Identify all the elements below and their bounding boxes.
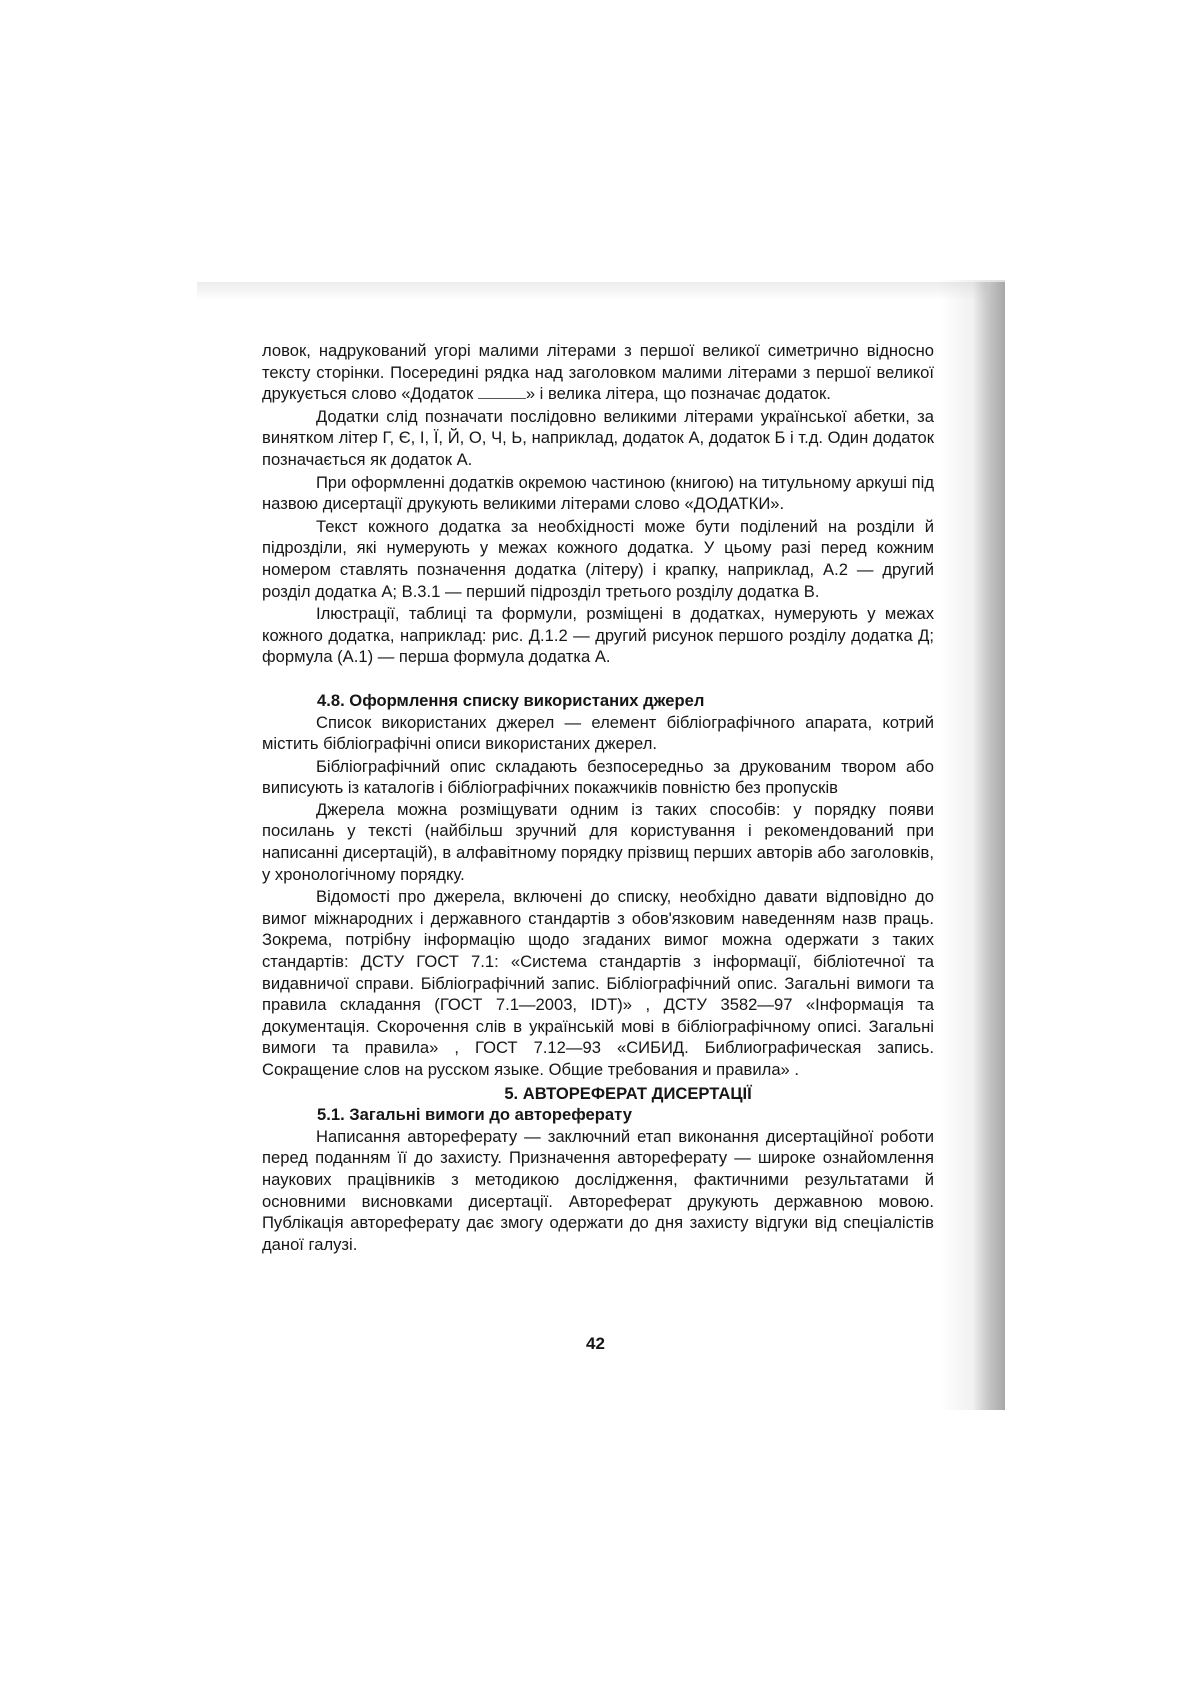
paragraph-appendix-separate-book: При оформленні додатків окремою частиною (книгою) на титульному аркуші під назвою дисертації друкують великими літерами слово «ДОДАТКИ». bbox=[262, 472, 934, 514]
paragraph-sources-definition: Список використаних джерел — елемент бібліографічного апарата, котрий містить бібліографічні описи використаних джерел. bbox=[262, 712, 934, 754]
paragraph-appendix-heading-rules bbox=[262, 340, 934, 405]
section-heading-5-1: 5.1. Загальні вимоги до автореферату bbox=[317, 1105, 632, 1125]
blank-underline bbox=[478, 384, 526, 399]
scan-binding-shadow bbox=[973, 282, 1005, 1410]
page-body bbox=[262, 340, 934, 1255]
paragraph-appendix-illustrations: Ілюстрації, таблиці та формули, розміщені в додатках, нумерують у межах кожного додатка, наприклад: рис. Д.1.2 — другий рисунок першого розділу додатка Д; формула (А.1) — перша формула додатка А. bbox=[262, 604, 934, 667]
paragraph-standards: Відомості про джерела, включені до списку, необхідно давати відповідно до вимог міжнародних і державного стандартів з обов'язковим наведенням назв праць. Зокрема, потрібну інформацію щодо згаданих вимог можна одержати з таких стандартів: ДСТУ ГОСТ 7.1: «Система стандартів з інформації, бібліотечної та видавничої справи. Бібліографічний запис. Бібліографічний опис. Загальні вимоги та правила складання (ГОСТ 7.1—2003, IDT)» , ДСТУ 3582—97 «Інформація та документація. Скорочення слів в українській мові в бібліографічному описі. Загальні вимоги та правила» , ГОСТ 7.12—93 «СИБИД. Библиографическая запись. Сокращение слов на русском языке. Общие требования и правила» . bbox=[262, 887, 934, 1079]
paragraph-sources-order: Джерела можна розміщувати одним із таких способів: у порядку появи посилань у тексті (найбільш зручний для користування і рекомендований при написанні дисертацій), в алфавітному порядку прізвищ перших авторів або заголовків, у хронологічному порядку. bbox=[262, 799, 934, 884]
paragraph-bibliographic-description: Бібліографічний опис складають безпосередньо за друкованим твором або виписують із каталогів і бібліографічних покажчиків повністю без пропусків bbox=[262, 756, 934, 798]
paragraph-appendix-letters: Додатки слід позначати послідовно великими літерами української абетки, за винятком літер Г, Є, І, Ї, Й, О, Ч, Ь, наприклад, додаток А, додаток Б і т.д. Один додаток позначається як додаток А. bbox=[262, 406, 934, 469]
page-number: 42 bbox=[586, 1334, 605, 1353]
scan-top-shadow bbox=[197, 282, 987, 300]
section-heading-4-8: 4.8. Оформлення списку використаних джерел bbox=[317, 690, 705, 710]
paragraph-text: » і велика літера, що позначає додаток. bbox=[525, 384, 831, 404]
paragraph-appendix-sections: Текст кожного додатка за необхідності може бути поділений на розділи й підрозділи, які нумерують у межах кожного додатка. У цьому разі перед кожним номером ставлять позначення додатка (літеру) і крапку, наприклад, А.2 — другий розділ додатка А; В.3.1 — перший підрозділ третього розділу додатка В. bbox=[262, 516, 934, 601]
section-title-5: 5. АВТОРЕФЕРАТ ДИСЕРТАЦІЇ bbox=[504, 1083, 752, 1103]
paragraph-abstract-purpose: Написання автореферату — заключний етап виконання дисертаційної роботи перед поданням її до захисту. Призначення автореферату — широке ознайомлення наукових працівників з методикою дослідження, фактичними результатами й основними висновками дисертації. Автореферат друкують державною мовою. Публікація автореферату дає змогу одержати до дня захисту відгуки від спеціалістів даної галузі. bbox=[262, 1126, 934, 1254]
paragraph-text: ловок, надрукований угорі малими літерами з першої великої симетрично відносно тексту сторінки. Посередині рядка над заголовком малими літерами з першої великої друкується слово «Додаток bbox=[262, 341, 934, 404]
